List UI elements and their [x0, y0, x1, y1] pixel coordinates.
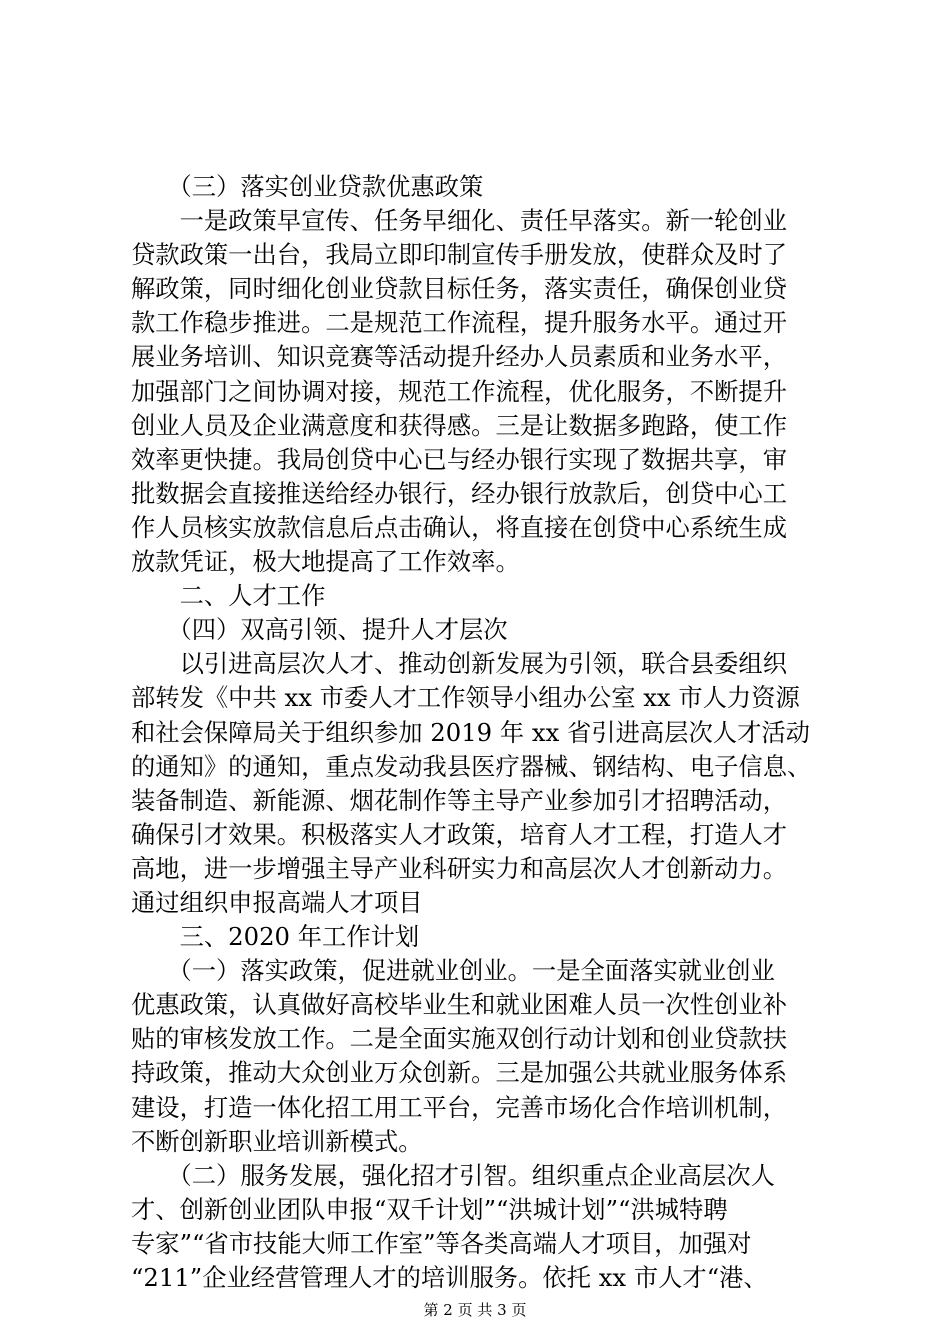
text-line: 专家”“省市技能大师工作室”等各类高端人才项目，加强对: [131, 1228, 752, 1258]
text-line: 款工作稳步推进。二是规范工作流程，提升服务水平。通过开: [131, 308, 788, 338]
text-line: 的通知》的通知，重点发动我县医疗器械、钢结构、电子信息、: [131, 751, 812, 781]
text-line: 才、创新创业团队申报“双千计划”“洪城计划”“洪城特聘: [131, 1194, 728, 1224]
text-line: 确保引才效果。积极落实人才政策，培育人才工程，打造人才: [131, 819, 788, 849]
text-line: 贷款政策一出台，我局立即印制宣传手册发放，使群众及时了: [131, 240, 788, 270]
text-line: 作人员核实放款信息后点击确认，将直接在创贷中心系统生成: [131, 512, 788, 542]
text-line: 和社会保障局关于组织参加 2019 年 xx 省引进高层次人才活动: [131, 717, 810, 747]
text-line: 一是政策早宣传、任务早细化、责任早落实。新一轮创业: [131, 206, 788, 236]
text-line: （二）服务发展，强化招才引智。组织重点企业高层次人: [131, 1160, 775, 1190]
text-line: （三）落实创业贷款优惠政策: [131, 172, 484, 201]
document-body: [131, 170, 831, 1295]
text-line: “211”企业经营管理人才的培训服务。依托 xx 市人才“港、: [131, 1263, 768, 1292]
text-line: 放款凭证，极大地提高了工作效率。: [131, 547, 520, 577]
text-line: 批数据会直接推送给经办银行，经办银行放款后，创贷中心工: [131, 478, 788, 508]
text-line: 贴的审核发放工作。二是全面实施双创行动计划和创业贷款扶: [131, 1024, 788, 1054]
text-line: 高地，进一步增强主导产业科研实力和高层次人才创新动力。: [131, 853, 788, 883]
page-footer: 第 2 页 共 3 页: [423, 1301, 527, 1319]
text-line: 加强部门之间协调对接，规范工作流程，优化服务，不断提升: [131, 376, 788, 406]
text-line: 部转发《中共 xx 市委人才工作领导小组办公室 xx 市人力资源: [131, 683, 800, 713]
text-line: 通过组织申报高端人才项目: [131, 887, 423, 917]
text-line: 持政策，推动大众创业万众创新。三是加强公共就业服务体系: [131, 1058, 788, 1088]
text-line: 创业人员及企业满意度和获得感。三是让数据多跑路，使工作: [131, 410, 788, 440]
text-line: 建设，打造一体化招工用工平台，完善市场化合作培训机制，: [131, 1092, 788, 1122]
text-line: （四）双高引领、提升人才层次: [131, 615, 508, 645]
text-line: （一）落实政策，促进就业创业。一是全面落实就业创业: [131, 956, 775, 986]
text-line: 以引进高层次人才、推动创新发展为引领，联合县委组织: [131, 649, 788, 679]
text-line: 二、人才工作: [131, 581, 326, 611]
text-line: 效率更快捷。我局创贷中心已与经办银行实现了数据共享，审: [131, 444, 788, 474]
text-line: 不断创新职业培训新模式。: [131, 1126, 423, 1156]
text-line: 解政策，同时细化创业贷款目标任务，落实责任，确保创业贷: [131, 274, 788, 304]
text-line: 优惠政策，认真做好高校毕业生和就业困难人员一次性创业补: [131, 990, 788, 1020]
text-line: 三、2020 年工作计划: [131, 922, 420, 952]
text-line: 装备制造、新能源、烟花制作等主导产业参加引才招聘活动，: [131, 785, 788, 815]
text-line: 展业务培训、知识竞赛等活动提升经办人员素质和业务水平，: [131, 342, 788, 372]
